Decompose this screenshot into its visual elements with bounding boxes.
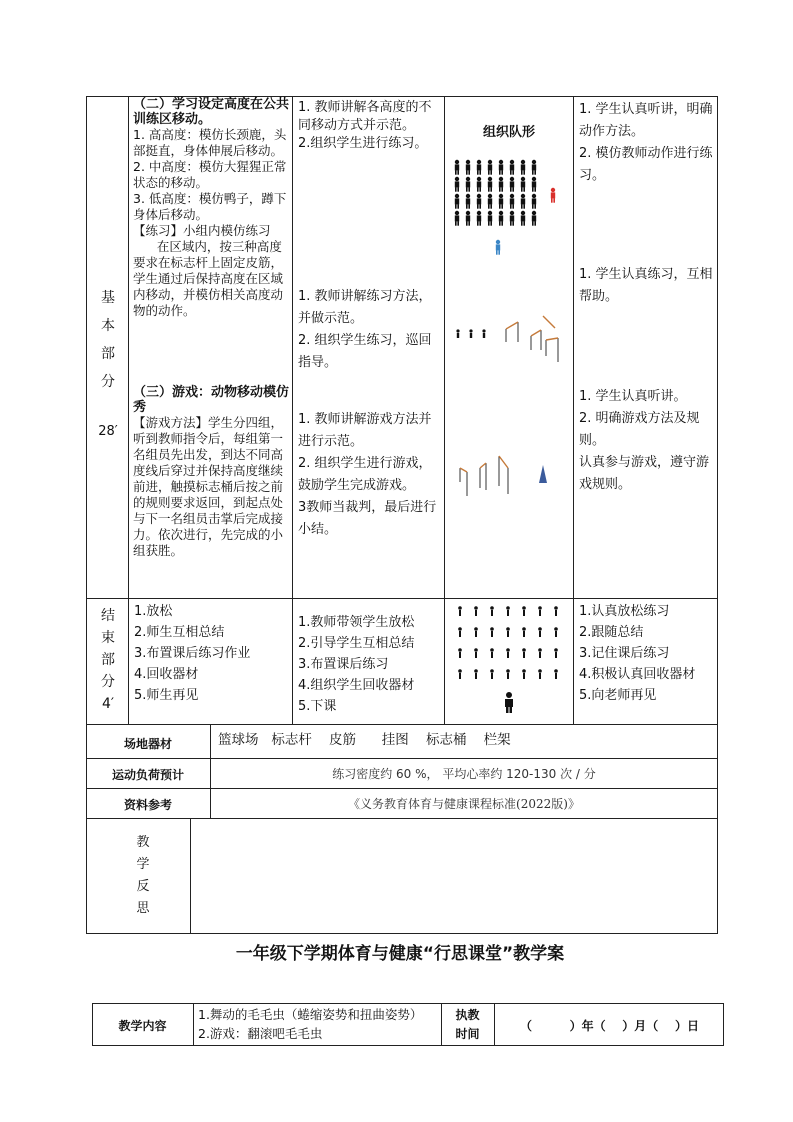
teaching-date: （ ）年（ ）月（ ）日 — [520, 1019, 700, 1033]
reflection-char: 反 — [136, 879, 150, 894]
reflection-label-divider — [190, 818, 191, 933]
teaching-content-line: 1.舞动的毛毛虫（蜷缩姿势和扭曲姿势） — [198, 1007, 423, 1022]
game-diagram — [460, 456, 547, 496]
end-formation-row — [458, 606, 558, 616]
second-table-top — [92, 1003, 724, 1004]
section-end-char: 结 — [101, 608, 115, 624]
formation-diagrams — [445, 150, 573, 570]
load-value: 练习密度约 60 %， 平均心率约 120-130 次 / 分 — [332, 767, 596, 781]
label-col-divider — [210, 724, 211, 818]
end-teacher-figure-icon — [505, 692, 513, 713]
part2-body: 1. 高高度：模仿长颈鹿，头部挺直，身体伸展后移动。 2. 中高度：模仿大猩猩正常状态的移动。 3. 低高度：模仿鸭子，蹲下身体后移动。 【练习】小组内模仿练习 在区域内，按三种高度要求在标志杆上固定皮筋，学生通过后保持高度在区域内移动，并模仿相关高度动物的动作。 — [133, 127, 287, 318]
part2-title: （二）学习设定高度在公共训练区移动。 — [133, 97, 290, 127]
table-border-left — [86, 96, 87, 934]
teaching-time-label — [441, 1006, 494, 1044]
section-end-label — [88, 605, 128, 715]
reflection-char: 思 — [136, 901, 150, 916]
section-basic-char: 本 — [101, 318, 115, 334]
end-content: 1.放松 2.师生互相总结 3.布置课后练习作业 4.回收器材 5.师生再见 — [134, 604, 251, 703]
part3-title: （三）游戏：动物移动模仿秀 — [133, 385, 290, 415]
row-divider-reflection — [86, 818, 718, 819]
col-divider-1 — [128, 96, 129, 724]
section-end-time: 4′ — [101, 696, 115, 712]
section-basic-label — [88, 284, 128, 396]
student-block-1: 1. 学生认真听讲，明确动作方法。 2. 模仿教师动作进行练习。 — [579, 102, 713, 183]
row-divider-load — [86, 758, 718, 759]
end-teacher: 1.教师带领学生放松 2.引导学生互相总结 3.布置课后练习 4.组织学生回收器材 5.下课 — [298, 615, 415, 714]
teacher-figure-blue — [496, 240, 500, 255]
section-end-char: 分 — [101, 674, 115, 690]
formation-title: 组织队形 — [482, 125, 535, 140]
end-student: 1.认真放松练习 2.跟随总结 3.记住课后练习 4.积极认真回收器材 5.向老师再见 — [579, 604, 696, 703]
second-table-div-3 — [494, 1003, 495, 1046]
end-formation-diagram — [445, 600, 573, 722]
section-end-char: 部 — [101, 652, 115, 668]
row-divider-basic-end — [86, 598, 718, 599]
row-divider-reference — [86, 788, 718, 789]
second-table-div-1 — [193, 1003, 194, 1046]
second-page-title: 一年级下学期体育与健康“行思课堂”教学案 — [235, 944, 565, 964]
second-table-bottom — [92, 1045, 724, 1046]
teacher-block-2: 1. 教师讲解练习方法，并做示范。 2. 组织学生练习，巡回指导。 — [298, 289, 432, 370]
row-divider-equipment — [86, 724, 718, 725]
student-block-3: 1. 学生认真听讲。 2. 明确游戏方法及规则。 认真参与游戏，遵守游戏规则。 — [579, 389, 710, 492]
col-divider-2 — [292, 96, 293, 724]
table-border-bottom — [86, 933, 718, 934]
section-basic-time: 28′ — [98, 424, 118, 439]
part3-body: 【游戏方法】学生分四组，听到教师指令后，每组第一名组员先出发，到达不同高度线后穿过并保持高度继续前进，触摸标志桶后按之前的规则要求返回，到起点处与下一名组员击掌后完成接力。依次进行，先完成的小组获胜。 — [133, 415, 284, 558]
col-divider-4 — [573, 96, 574, 724]
teaching-content-lines — [198, 1005, 440, 1043]
teacher-figure-red — [551, 188, 555, 203]
teaching-time-label-line: 时间 — [455, 1027, 480, 1041]
student-block-2: 1. 学生认真练习，互相帮助。 — [579, 267, 713, 304]
load-label: 运动负荷预计 — [111, 768, 184, 782]
reflection-label — [118, 832, 168, 920]
reference-label: 资料参考 — [123, 798, 172, 812]
basic-content-game — [133, 385, 289, 559]
teacher-block-3: 1. 教师讲解游戏方法并进行示范。 2. 组织学生进行游戏，鼓励学生完成游戏。 3教师当裁判，最后进行小结。 — [298, 412, 437, 537]
reflection-char: 学 — [136, 857, 150, 872]
section-basic-char: 基 — [101, 290, 115, 306]
basic-content — [133, 97, 289, 319]
table-border-right — [717, 96, 718, 934]
section-basic-char: 部 — [101, 346, 115, 362]
reflection-char: 教 — [136, 835, 150, 850]
equipment-value: 篮球场 标志杆 皮筋 挂图 标志桶 栏架 — [218, 732, 511, 748]
section-end-char: 束 — [101, 630, 115, 646]
teaching-time-label-line: 执教 — [455, 1008, 480, 1022]
second-table-right — [723, 1003, 724, 1046]
formation-students-grid — [455, 160, 536, 226]
section-basic-char: 分 — [101, 374, 115, 390]
teacher-block-1: 1. 教师讲解各高度的不同移动方式并示范。 2.组织学生进行练习。 — [298, 100, 432, 151]
practice-diagram — [456, 316, 558, 362]
reference-value: 《义务教育体育与健康课程标准(2022版)》 — [348, 797, 580, 811]
marker-cone-icon — [539, 465, 547, 483]
teaching-content-label: 教学内容 — [118, 1019, 167, 1033]
equipment-label: 场地器材 — [123, 737, 172, 751]
teaching-content-line: 2.游戏：翻滚吧毛毛虫 — [198, 1026, 323, 1041]
